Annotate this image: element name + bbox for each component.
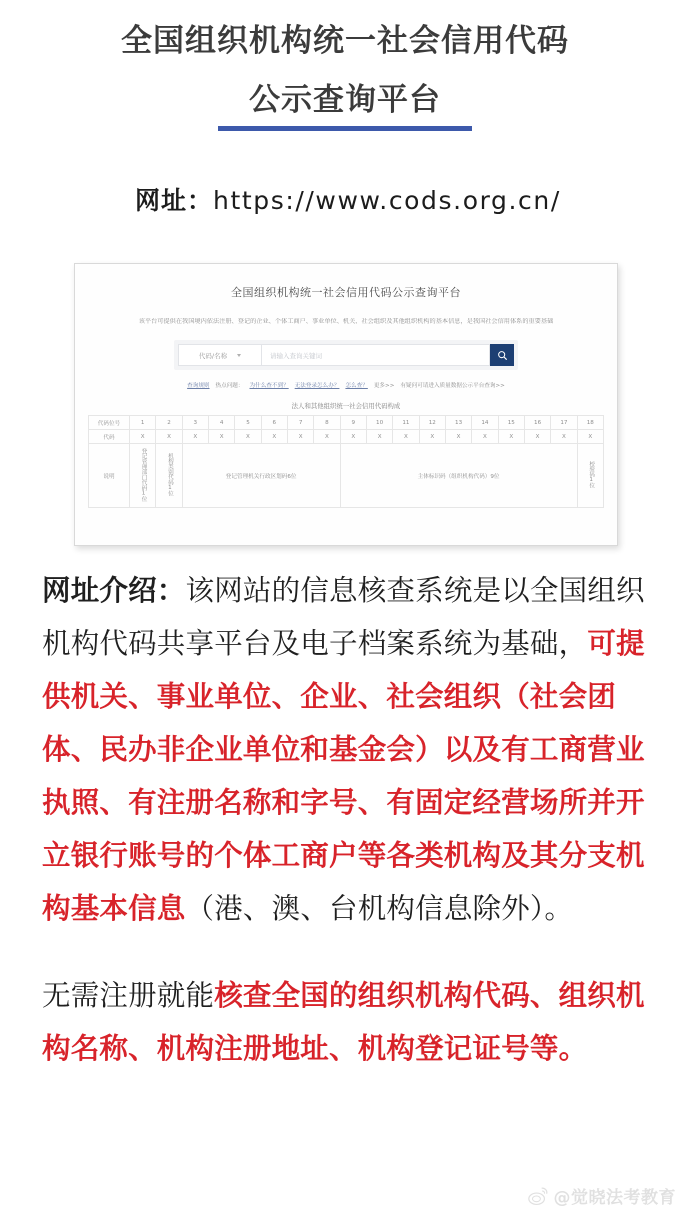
row-label-explanation: 说明 <box>89 444 130 508</box>
code-cell: X <box>182 430 208 444</box>
url-value[interactable]: https://www.cods.org.cn/ <box>213 186 561 215</box>
code-structure-caption: 法人和其他组织统一社会信用代码构成 <box>291 402 401 411</box>
segment-cell-subject: 主体标识码（组织机构代码）9位 <box>340 444 577 508</box>
code-cell: X <box>261 430 287 444</box>
code-cell: X <box>287 430 313 444</box>
site-link-how-to-search[interactable]: 怎么查？ <box>345 383 368 390</box>
site-search-bar <box>174 340 518 370</box>
position-cell: 2 <box>156 416 182 430</box>
segment-cell-region: 登记管理机关行政区划码6位 <box>182 444 340 508</box>
position-cell: 5 <box>235 416 261 430</box>
position-cell: 15 <box>498 416 524 430</box>
position-cell: 6 <box>261 416 287 430</box>
code-cell: X <box>208 430 234 444</box>
article-body <box>42 564 652 1083</box>
code-cell: X <box>445 430 471 444</box>
position-cell: 14 <box>472 416 498 430</box>
weibo-icon <box>527 1185 549 1207</box>
position-cell: 10 <box>366 416 392 430</box>
segment-text: 机构类别代码1位 <box>166 453 173 496</box>
site-link-rules[interactable]: 查询规则 <box>187 383 210 390</box>
search-button[interactable] <box>490 344 514 366</box>
site-link-more[interactable]: 更多>> <box>373 383 395 390</box>
position-cell: 13 <box>445 416 471 430</box>
title-underline-rule <box>218 126 472 131</box>
position-cell: 4 <box>208 416 234 430</box>
site-link-cannot-login[interactable]: 无法登录怎么办？ <box>294 383 340 390</box>
segment-text: 校验码1位 <box>588 461 595 489</box>
code-cell: X <box>235 430 261 444</box>
segment-cell-checkdigit <box>577 444 603 508</box>
search-category-value: 代码/名称 <box>198 351 228 360</box>
page-header <box>0 0 690 131</box>
position-cell: 8 <box>314 416 340 430</box>
paragraph-intro-lead: 网址介绍： <box>42 574 186 607</box>
row-label-positions: 代码位号 <box>89 416 130 430</box>
search-icon <box>497 350 508 361</box>
paragraph-noregister-black: 无需注册就能 <box>42 979 215 1012</box>
code-cell: X <box>419 430 445 444</box>
position-cell: 11 <box>393 416 419 430</box>
site-link-why-not-found[interactable]: 为什么查不到？ <box>249 383 289 390</box>
embedded-site-screenshot <box>74 263 618 546</box>
position-cell: 9 <box>340 416 366 430</box>
position-cell: 1 <box>130 416 156 430</box>
site-description: 该平台可提供在我国境内依法注册、登记的企业、个体工商户、事业单位、机关、社会组织及其他组织机构的基本信息，是我国社会信用体系的重要基础 <box>138 318 554 325</box>
code-structure-table <box>88 415 604 508</box>
paragraph-intro <box>42 564 652 935</box>
position-cell: 18 <box>577 416 603 430</box>
code-cell: X <box>472 430 498 444</box>
site-quick-links <box>75 381 617 389</box>
paragraph-noregister <box>42 969 652 1075</box>
segment-cell-dept <box>130 444 156 508</box>
segment-cell-category <box>156 444 182 508</box>
search-input[interactable]: 请输入查询关键词 <box>262 344 490 366</box>
site-hotquestions-label: 热点问题： <box>215 383 244 390</box>
paragraph-intro-black-1: 该网站的信息核查系统是以全国组织机构代码共享平台及电子档案系统为基础， <box>42 574 645 660</box>
table-row-positions <box>89 416 604 430</box>
code-cell: X <box>156 430 182 444</box>
paragraph-intro-highlight: 可提供机关、事业单位、企业、社会组织（社会团体、民办非企业单位和基金会）以及有工商营业执照、有注册名称和字号、有固定经营场所并开立银行账号的个体工商户等各类机构及其分支机构基本信息 <box>42 627 645 925</box>
code-cell: X <box>393 430 419 444</box>
table-row-explanation <box>89 444 604 508</box>
position-cell: 12 <box>419 416 445 430</box>
site-link-quality-platform[interactable]: 有疑问可请进入质量数据公示平台查询>> <box>400 383 505 390</box>
position-cell: 17 <box>551 416 577 430</box>
row-label-code: 代码 <box>89 430 130 444</box>
code-cell: X <box>524 430 550 444</box>
url-label: 网址： <box>135 186 214 215</box>
page-title-line-1: 全国组织机构统一社会信用代码 <box>121 23 569 59</box>
code-cell: X <box>366 430 392 444</box>
watermark-text: @觉晓法考教育 <box>553 1188 676 1208</box>
segment-text: 登记管理部门代码1位 <box>140 447 147 502</box>
code-cell: X <box>577 430 603 444</box>
site-title: 全国组织机构统一社会信用代码公示查询平台 <box>231 286 461 299</box>
watermark <box>527 1183 677 1208</box>
search-category-select[interactable] <box>178 344 262 366</box>
paragraph-intro-black-2: （港、澳、台机构信息除外）。 <box>185 892 574 925</box>
position-cell: 7 <box>287 416 313 430</box>
chevron-down-icon <box>237 354 241 357</box>
code-cell: X <box>314 430 340 444</box>
code-cell: X <box>498 430 524 444</box>
code-cell: X <box>551 430 577 444</box>
table-row-codes <box>89 430 604 444</box>
paragraph-noregister-highlight: 核查全国的组织机构代码、组织机构名称、机构注册地址、机构登记证号等。 <box>42 979 645 1065</box>
position-cell: 16 <box>524 416 550 430</box>
code-cell: X <box>340 430 366 444</box>
page-title-line-2: 公示查询平台 <box>249 82 441 118</box>
website-url-row <box>0 181 690 217</box>
position-cell: 3 <box>182 416 208 430</box>
code-cell: X <box>130 430 156 444</box>
